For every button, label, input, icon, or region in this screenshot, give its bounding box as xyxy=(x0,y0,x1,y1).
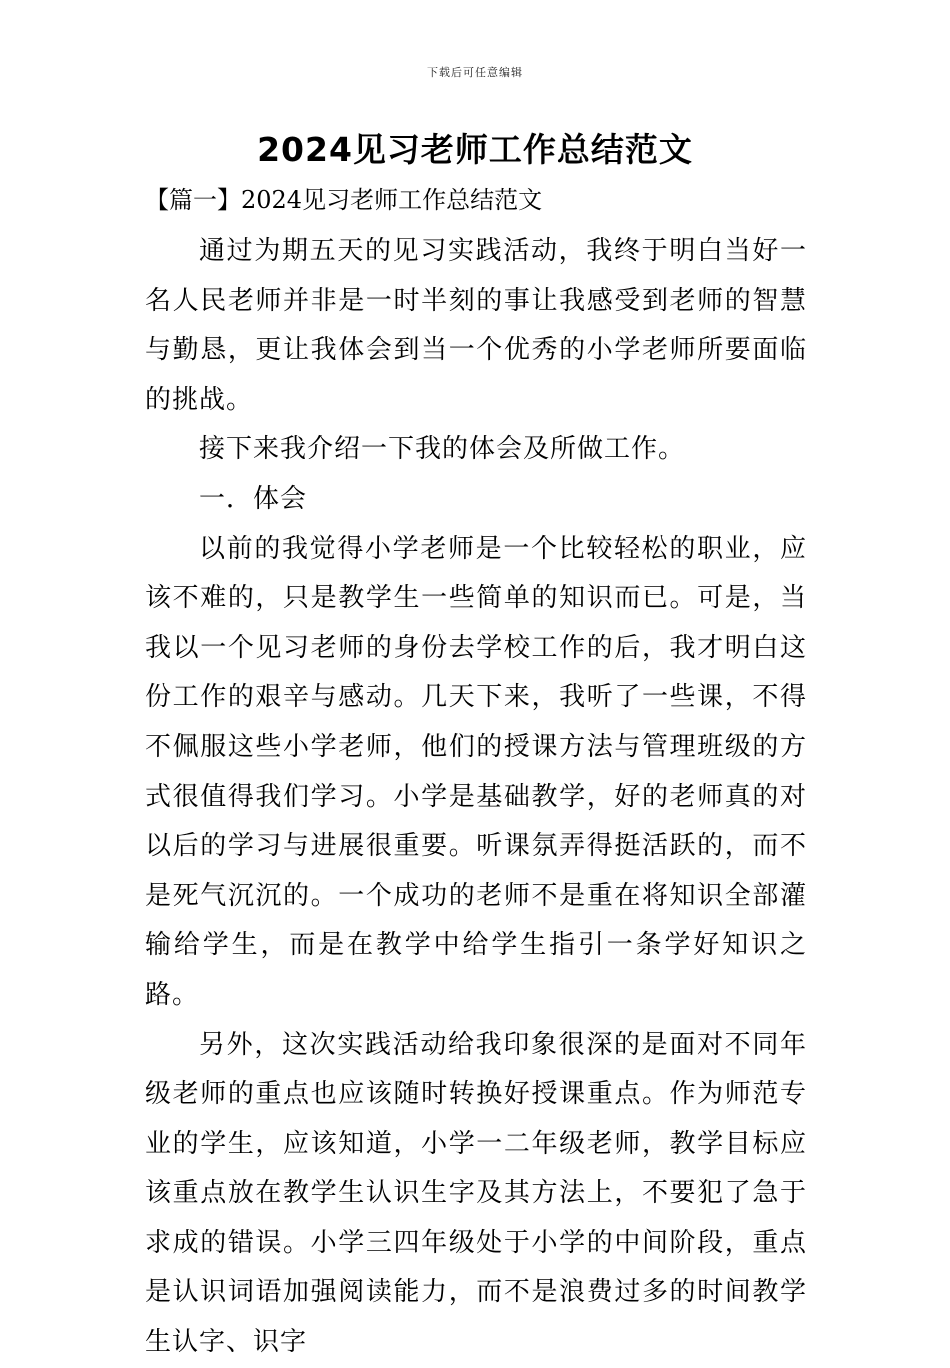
paragraph-reflection: 以前的我觉得小学老师是一个比较轻松的职业，应该不难的，只是教学生一些简单的知识而已。可是，当我以一个见习老师的身份去学校工作的后，我才明白这份工作的艰辛与感动。几天下来，我听了一些课，不得不佩服这些小学老师，他们的授课方法与管理班级的方式很值得我们学习。小学是基础教学，好的老师真的对以后的学习与进展很重要。听课氛弄得挺活跃的，而不是死气沉沉的。一个成功的老师不是重在将知识全部灌输给学生，而是在教学中给学生指引一条学好知识之路。 xyxy=(145,533,807,1010)
section-heading: 【篇一】2024见习老师工作总结范文 xyxy=(145,186,543,214)
document-body xyxy=(145,227,807,1368)
paragraph-transition: 接下来我介绍一下我的体会及所做工作。 xyxy=(199,434,686,465)
paragraph-grade-focus: 另外，这次实践活动给我印象很深的是面对不同年级老师的重点也应该随时转换好授课重点。作为师范专业的学生，应该知道，小学一二年级老师，教学目标应该重点放在教学生认识生字及其方法上，不要犯了急于求成的错误。小学三四年级处于小学的中间阶段，重点是认识词语加强阅读能力，而不是浪费过多的时间教学生认字、识字 xyxy=(145,1029,807,1358)
paragraph-subheading: 一．体会 xyxy=(199,483,308,514)
header-note: 下载后可任意编辑 xyxy=(427,66,523,79)
paragraph-intro: 通过为期五天的见习实践活动，我终于明白当好一名人民老师并非是一时半刻的事让我感受到老师的智慧与勤恳，更让我体会到当一个优秀的小学老师所要面临的挑战。 xyxy=(145,236,807,415)
document-title: 2024见习老师工作总结范文 xyxy=(257,130,693,169)
